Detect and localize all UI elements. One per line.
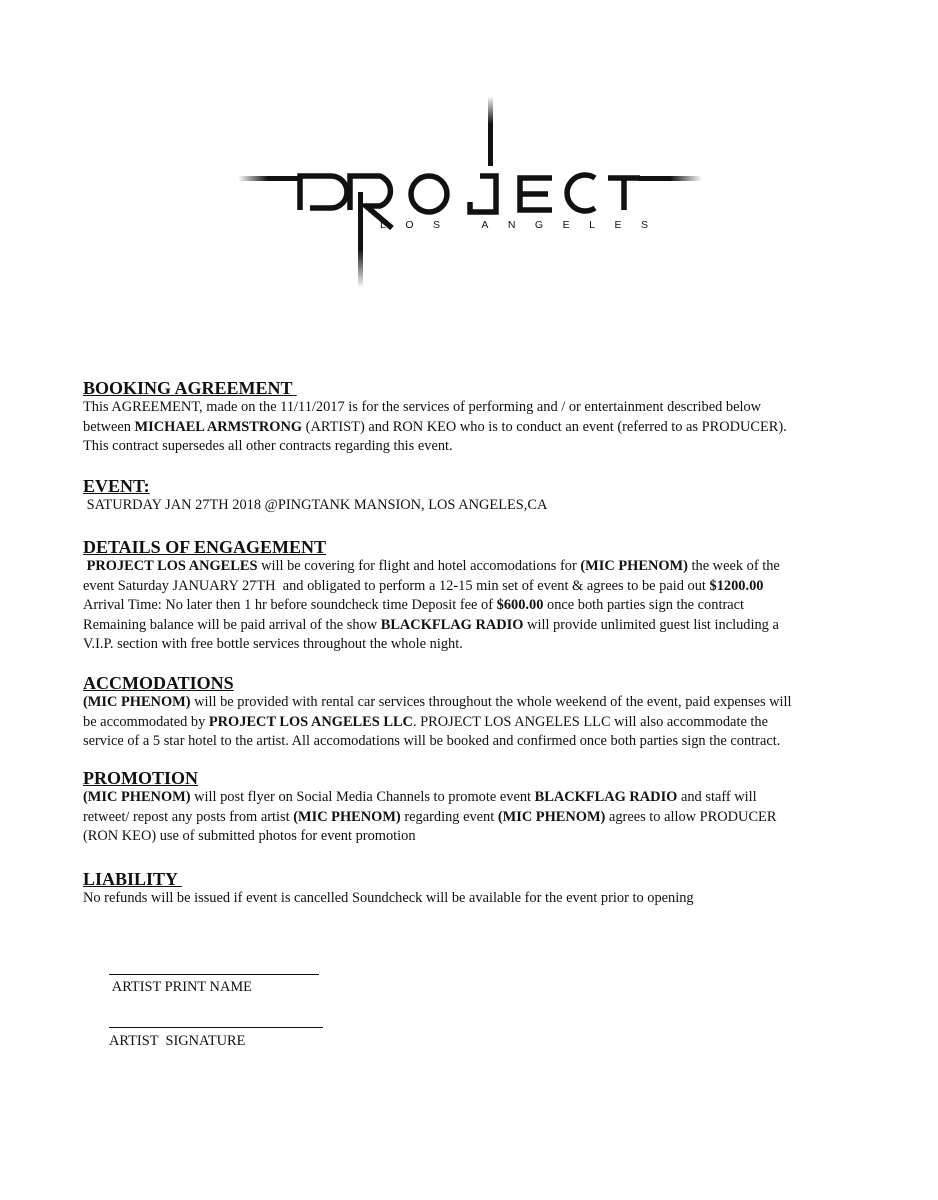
event-text bbox=[83, 496, 863, 516]
booking-line-2: between MICHAEL ARMSTRONG (ARTIST) and RON KEO who is to conduct an event (referred to as PRODUCER). bbox=[83, 418, 787, 435]
booking-line-3: This contract supersedes all other contracts regarding this event. bbox=[83, 438, 453, 454]
details-line-3: Arrival Time: No later then 1 hr before soundcheck time Deposit fee of $600.00 once both parties sign the contract bbox=[83, 597, 745, 613]
accommodations-text bbox=[83, 693, 863, 752]
promotion-heading: PROMOTION bbox=[83, 768, 198, 788]
artist-signature-label: ARTIST SIGNATURE bbox=[109, 1033, 246, 1049]
accommodations-line-2: be accommodated by PROJECT LOS ANGELES LLC. PROJECT LOS ANGELES LLC will also accommodate the bbox=[83, 713, 769, 730]
event-heading: EVENT: bbox=[83, 476, 150, 496]
accommodations-line-1: (MIC PHENOM) will be provided with rental car services throughout the whole weekend of the event, paid expenses will bbox=[83, 694, 792, 710]
booking-line-1: This AGREEMENT, made on the 11/11/2017 is for the services of performing and / or entertainment described below bbox=[83, 399, 762, 415]
accommodations-line-3: service of a 5 star hotel to the artist. All accomodations will be booked and confirmed once both parties sign the contract. bbox=[83, 733, 781, 749]
liability-line-1: No refunds will be issued if event is cancelled Soundcheck will be available for the event prior to opening bbox=[83, 890, 694, 906]
accommodations-section bbox=[83, 673, 863, 752]
liability-section bbox=[83, 869, 863, 909]
details-section bbox=[83, 537, 863, 655]
details-line-4: Remaining balance will be paid arrival of the show BLACKFLAG RADIO will provide unlimited guest list including a bbox=[83, 616, 779, 633]
details-heading: DETAILS OF ENGAGEMENT bbox=[83, 537, 327, 557]
artist-print-name-label: ARTIST PRINT NAME bbox=[109, 979, 252, 995]
event-line-1: SATURDAY JAN 27TH 2018 @PINGTANK MANSION, LOS ANGELES,CA bbox=[83, 497, 548, 513]
accommodations-heading: ACCMODATIONS bbox=[83, 673, 234, 693]
details-line-2: event Saturday JANUARY 27TH and obligated to perform a 12-15 min set of event & agrees to be paid out $1200.00 bbox=[83, 577, 764, 594]
project-los-angeles-logo bbox=[230, 92, 710, 292]
promotion-section bbox=[83, 768, 863, 847]
liability-heading: LIABILITY bbox=[83, 869, 182, 889]
promotion-line-2: retweet/ repost any posts from artist (MIC PHENOM) regarding event (MIC PHENOM) agrees to allow PRODUCER bbox=[83, 808, 777, 825]
artist-print-name-line[interactable] bbox=[109, 974, 319, 975]
svg-text:LOS ANGELES: LOS ANGELES bbox=[380, 219, 668, 231]
details-text bbox=[83, 557, 863, 655]
event-section bbox=[83, 476, 863, 516]
promotion-line-3: (RON KEO) use of submitted photos for event promotion bbox=[83, 828, 416, 844]
liability-text bbox=[83, 889, 863, 909]
booking-agreement-section bbox=[83, 378, 863, 457]
details-line-1: PROJECT LOS ANGELES will be covering for flight and hotel accomodations for (MIC PHENOM) the week of the bbox=[86, 558, 780, 574]
promotion-line-1: (MIC PHENOM) will post flyer on Social Media Channels to promote event BLACKFLAG RADIO and staff will bbox=[83, 789, 757, 805]
booking-agreement-heading: BOOKING AGREEMENT bbox=[83, 378, 297, 398]
details-line-5: V.I.P. section with free bottle services throughout the whole night. bbox=[83, 636, 463, 652]
booking-agreement-text bbox=[83, 398, 863, 457]
artist-signature-line[interactable] bbox=[109, 1027, 323, 1028]
promotion-text bbox=[83, 788, 863, 847]
